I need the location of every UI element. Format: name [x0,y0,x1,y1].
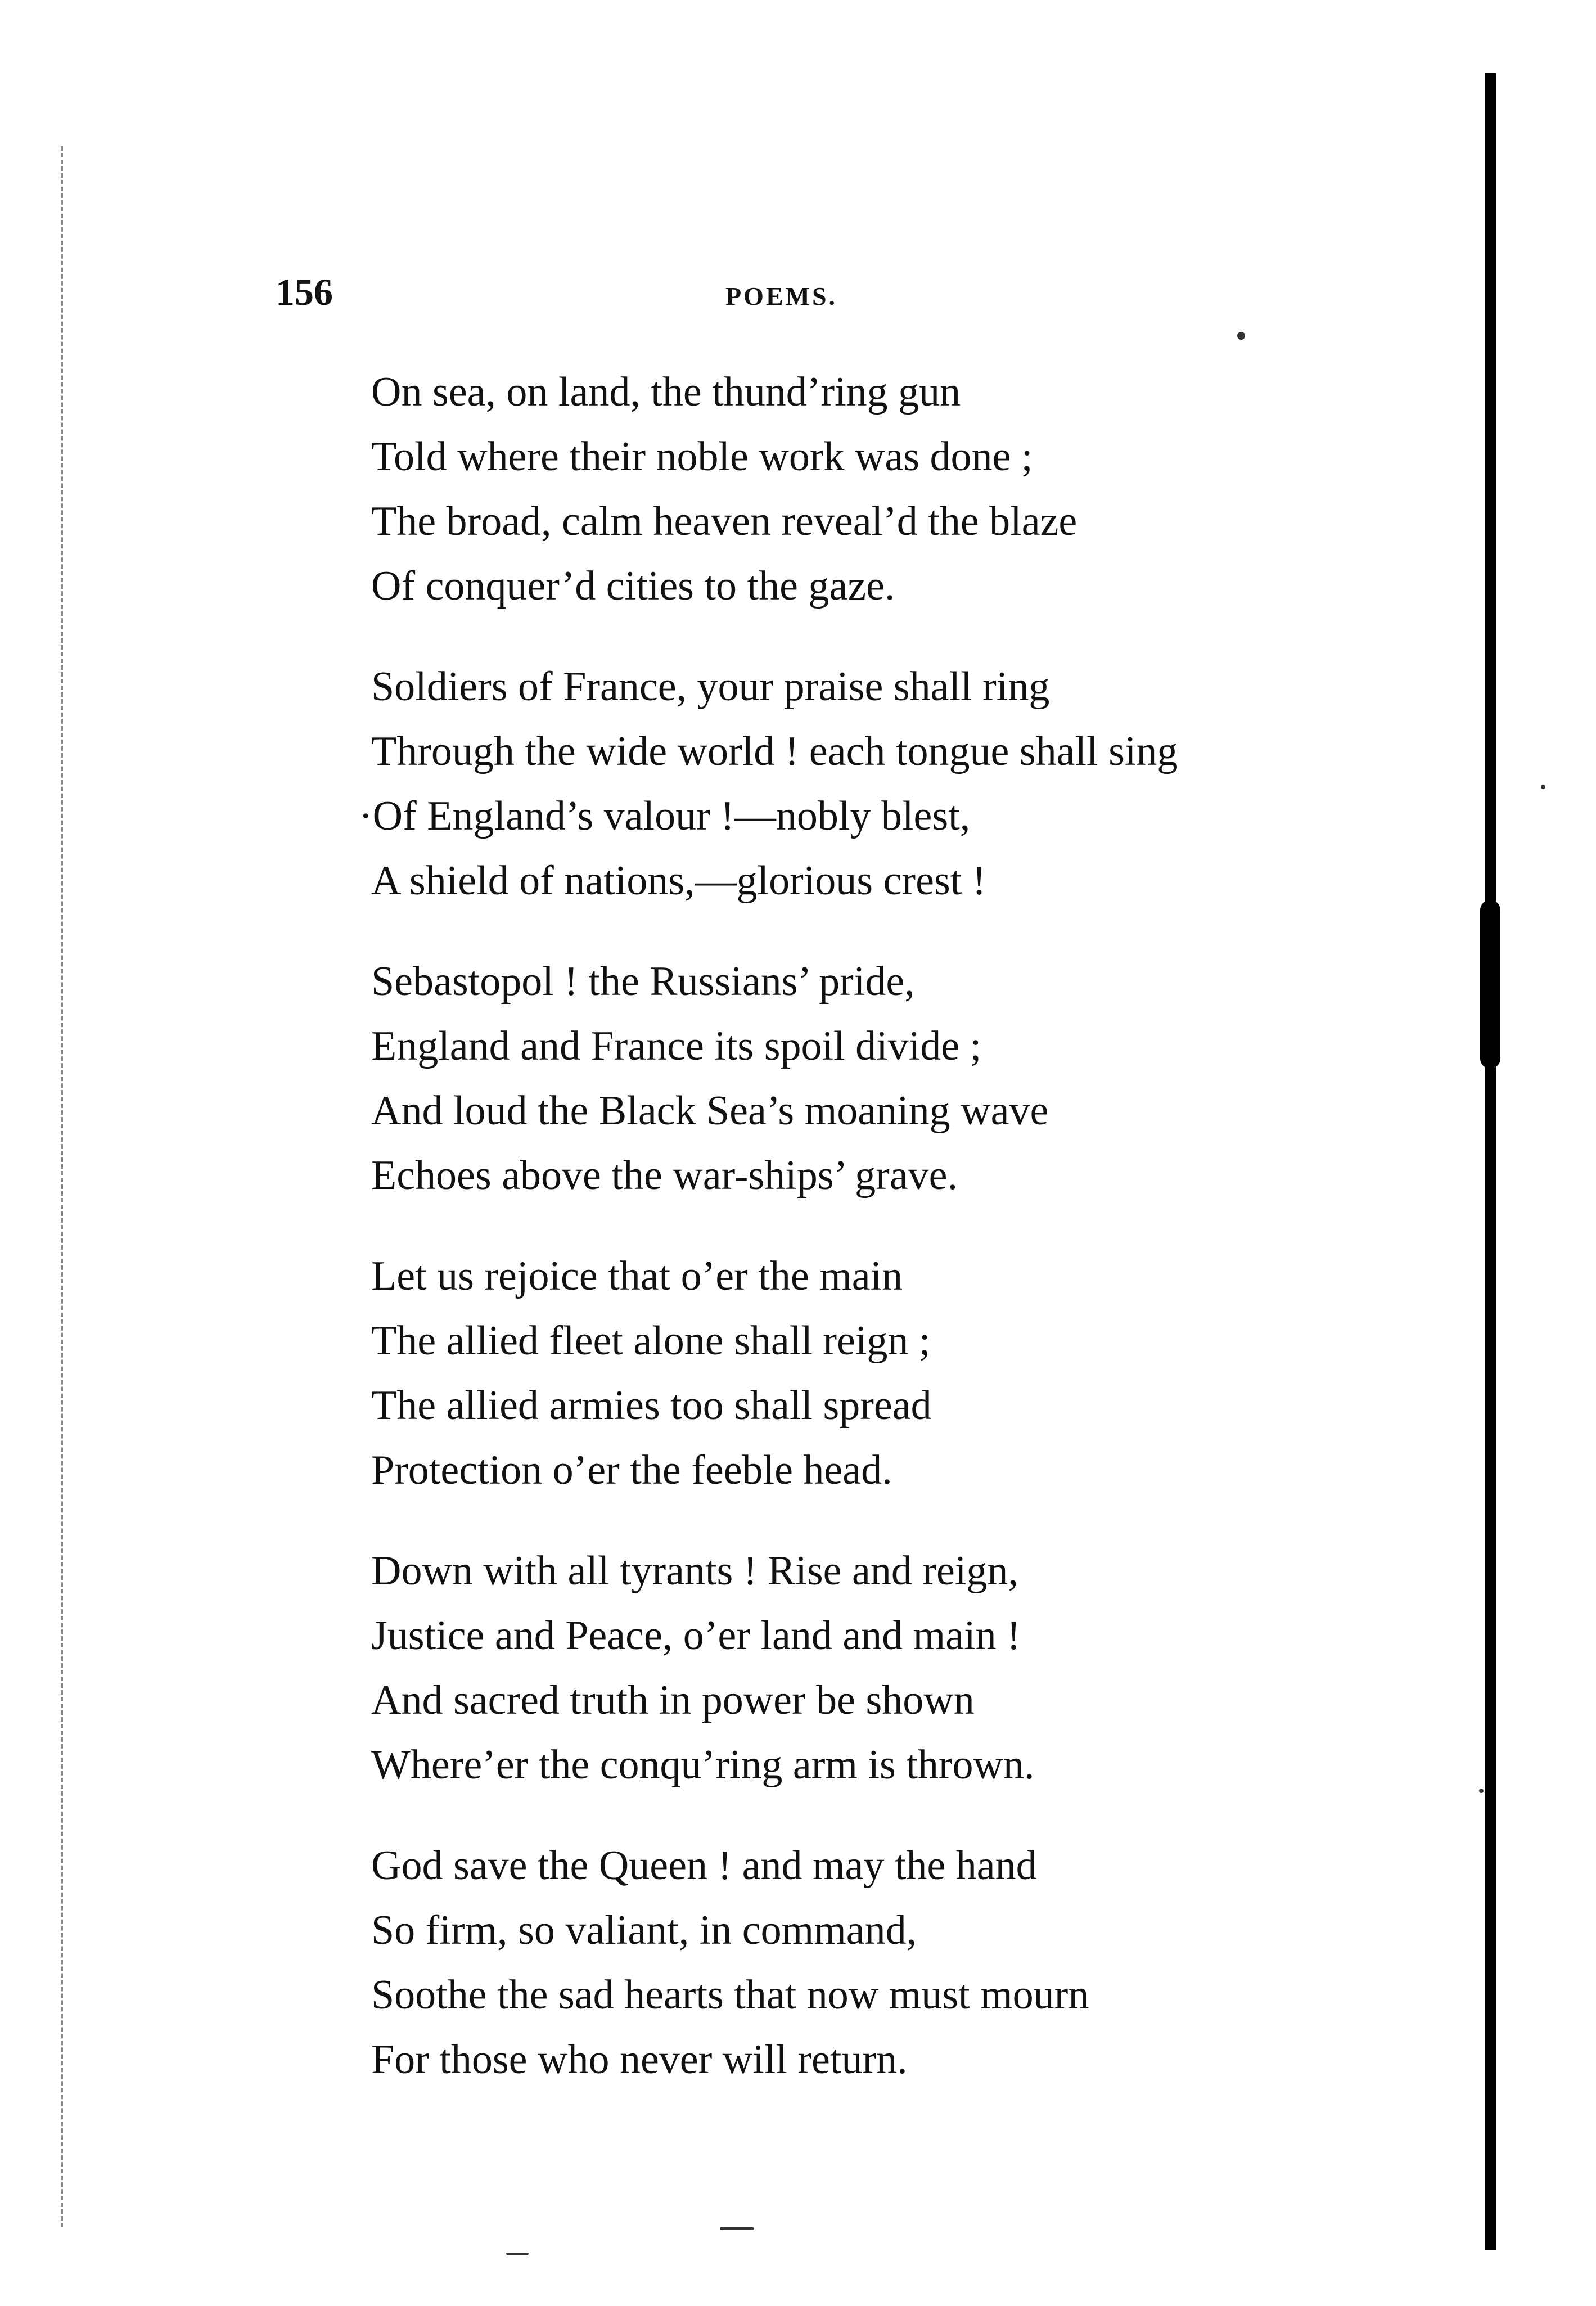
scan-speck [506,2253,529,2255]
stanza [371,1244,1327,1503]
running-title: POEMS. [725,282,838,310]
poem-line: Through the wide world ! each tongue shall sing [371,728,1178,774]
poem-line: Down with all tyrants ! Rise and reign, [371,1548,1018,1594]
poem-line: On sea, on land, the thund’ring gun [371,369,961,415]
poem-line: England and France its spoil divide ; [371,1023,982,1069]
poem [359,360,1327,2128]
poem-line: The allied fleet alone shall reign ; [371,1318,931,1364]
poem-line: Justice and Peace, o’er land and main ! [371,1613,1021,1659]
poem-line: And loud the Black Sea’s moaning wave [371,1088,1049,1134]
poem-line: Sebastopol ! the Russians’ pride, [371,958,915,1005]
poem-line: The broad, calm heaven reveal’d the blaze [371,498,1077,544]
poem-line: Soldiers of France, your praise shall ring [371,664,1050,710]
poem-line: ·Of England’s valour !—nobly blest, [359,793,971,839]
poem-line: The allied armies too shall spread [371,1382,932,1429]
right-edge-scan-shadow-bulge [1480,900,1500,1069]
stanza [359,655,1327,913]
poem-line: Told where their noble work was done ; [371,434,1033,480]
poem-line: God save the Queen ! and may the hand [371,1843,1037,1889]
poem-line: And sacred truth in power be shown [371,1677,975,1723]
poem-line: A shield of nations,—glorious crest ! [371,858,986,904]
poem-line: Let us rejoice that o’er the main [371,1253,903,1299]
stanza [371,1539,1327,1798]
right-edge-scan-shadow [1485,73,1496,2250]
poem-line: Soothe the sad hearts that now must mourn [371,1972,1089,2018]
poem-line: For those who never will return. [371,2037,908,2083]
stanza [371,949,1327,1208]
poem-line: Protection o’er the feeble head. [371,1447,892,1493]
scan-speck [720,2227,754,2230]
running-head [276,270,1175,321]
scan-speck [1237,332,1245,340]
left-margin-scan-artifact [61,146,63,2227]
page-number: 156 [276,271,333,313]
scan-speck [1479,1789,1484,1793]
scan-speck [1541,785,1545,789]
poem-line: Where’er the conqu’ring arm is thrown. [371,1742,1035,1788]
poem-line: Of conquer’d cities to the gaze. [371,563,895,609]
stanza [371,360,1327,619]
poem-line: Echoes above the war-ships’ grave. [371,1152,958,1199]
poem-line: So firm, so valiant, in command, [371,1907,917,1953]
stanza [371,1834,1327,2092]
